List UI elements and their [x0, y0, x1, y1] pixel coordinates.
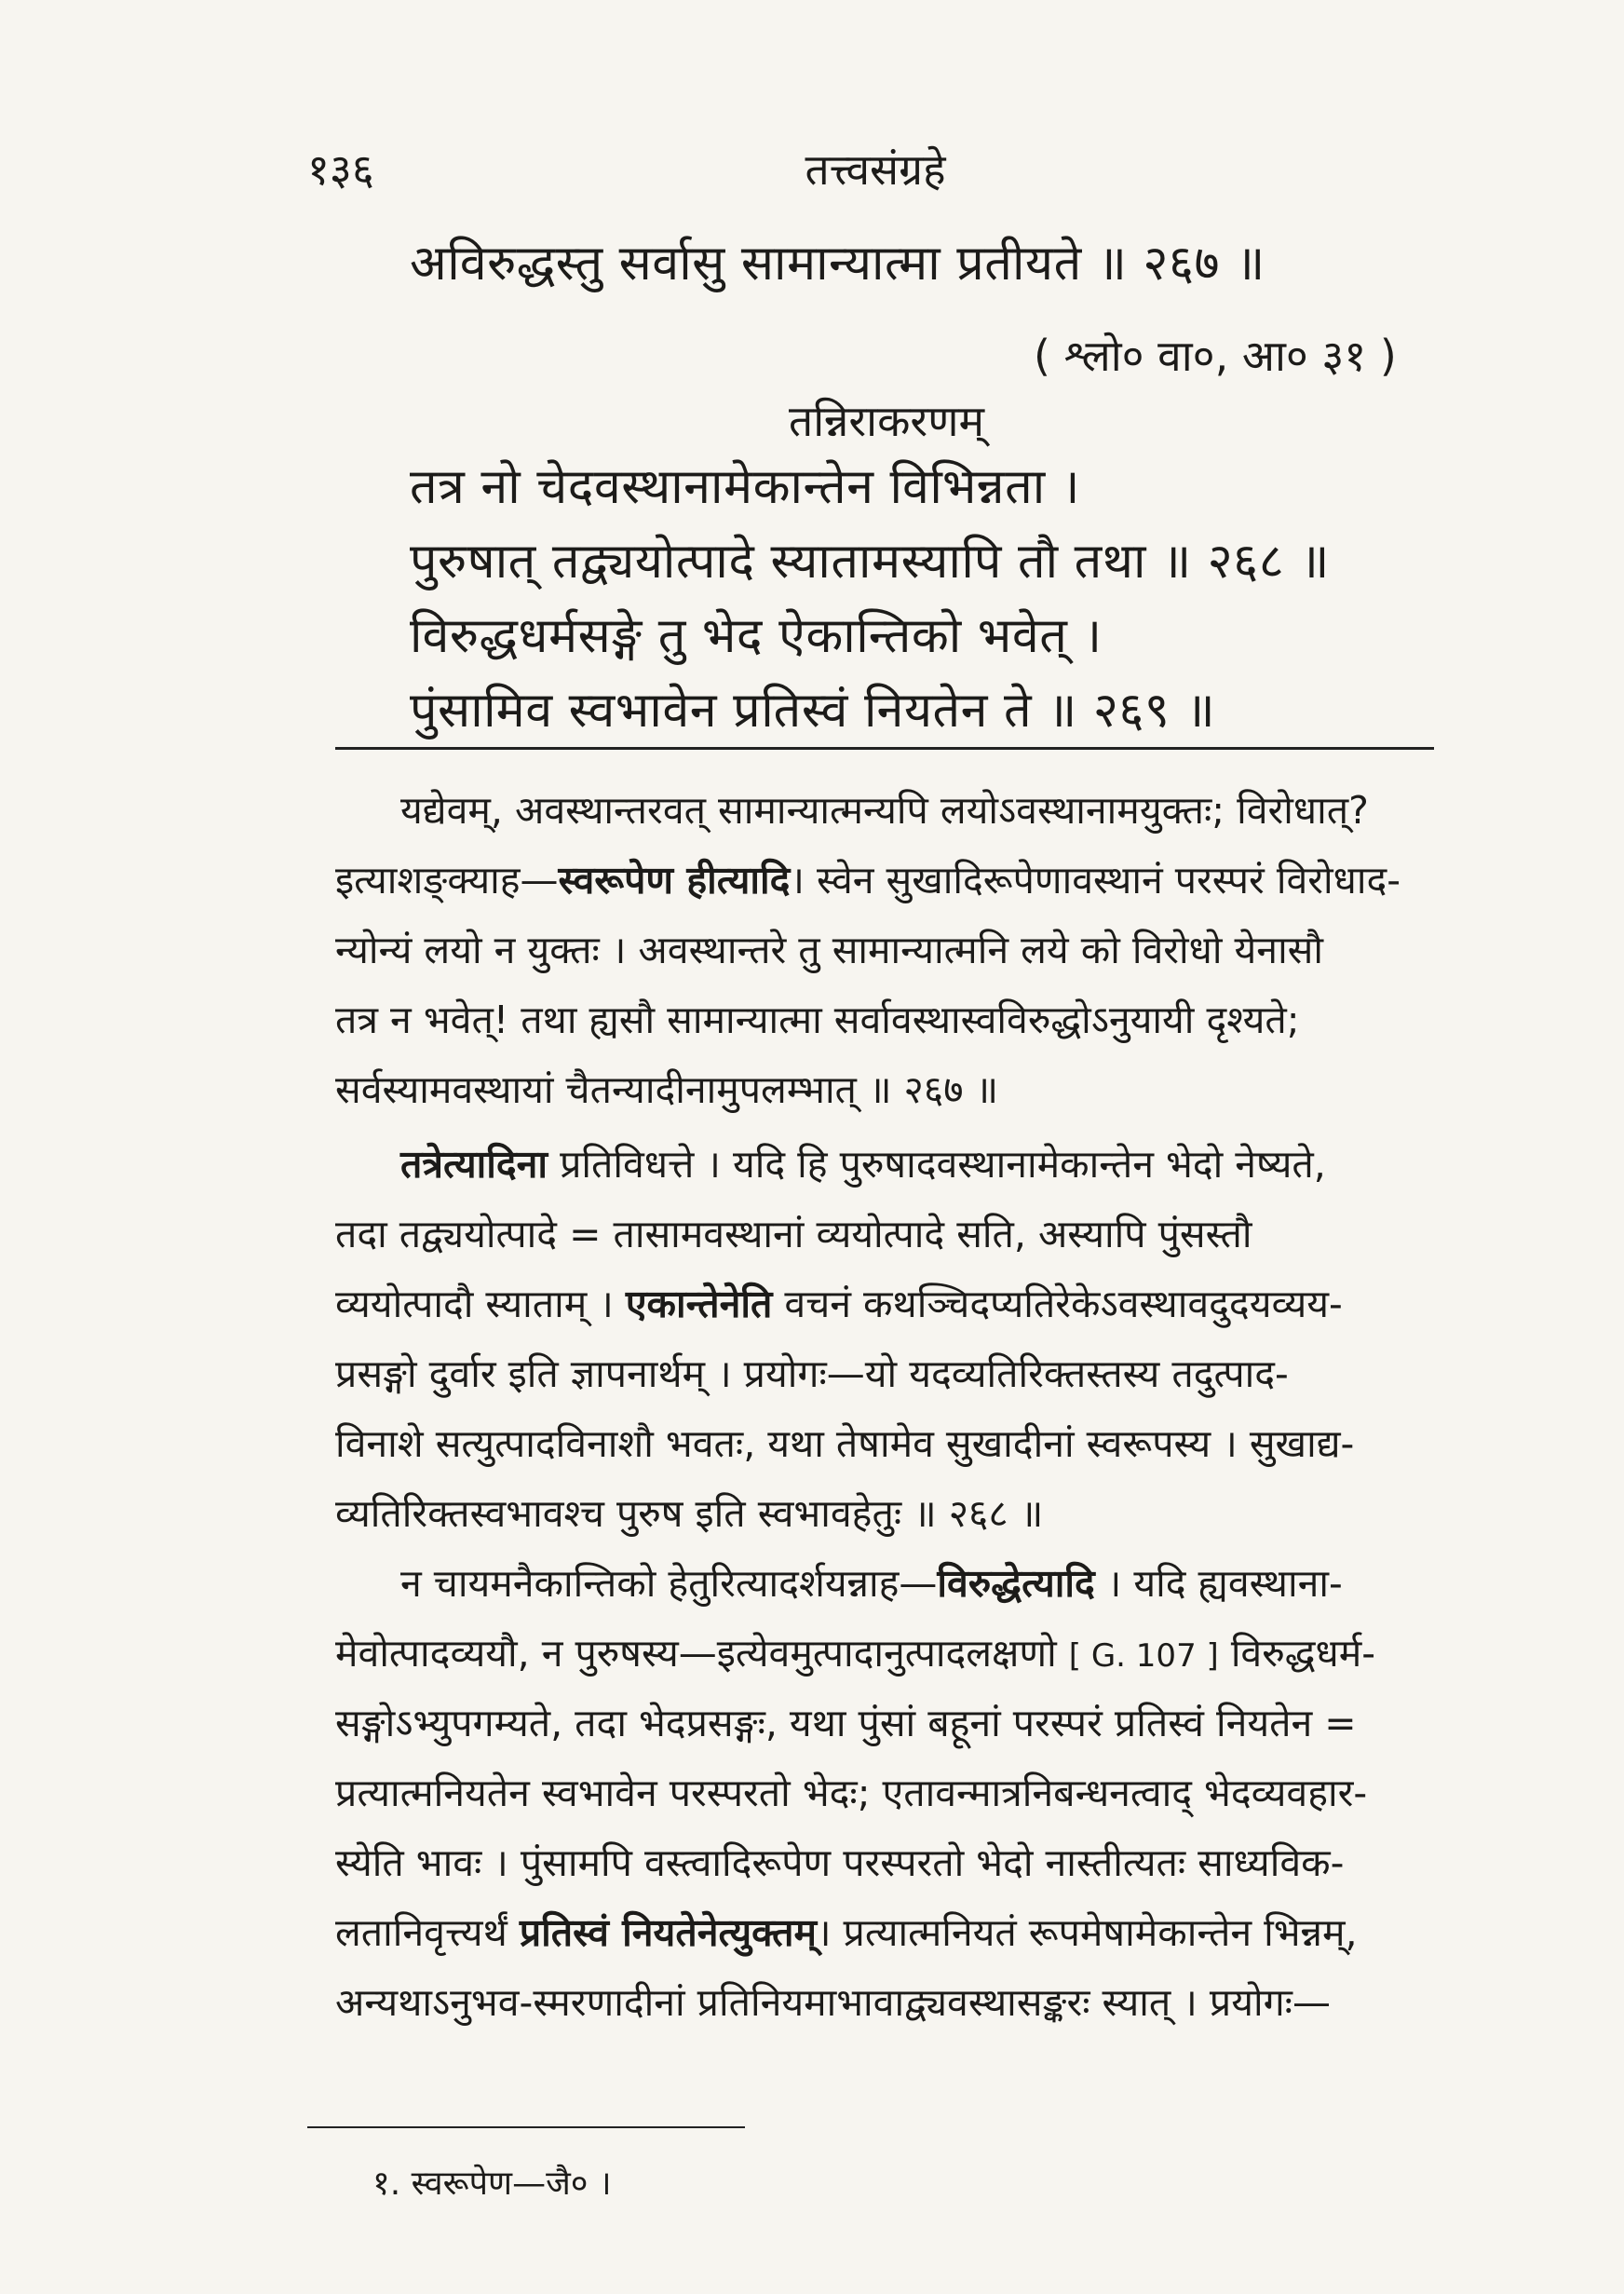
footnote-rule: [307, 2126, 745, 2128]
commentary-line: विनाशे सत्युत्पादविनाशौ भवतः, यथा तेषामेव सुखादीनां स्वरूपस्य । सुखाद्य-: [335, 1421, 1355, 1466]
commentary-line: सर्वस्यामवस्थायां चैतन्यादीनामुपलम्भात् ॥ २६७ ॥: [335, 1067, 999, 1112]
text-run: विरुद्धधर्म-: [1218, 1631, 1376, 1676]
commentary-line: व्यतिरिक्तस्वभावश्च पुरुष इति स्वभावहेतुः ॥ २६८ ॥: [335, 1491, 1044, 1536]
text-run: । स्वेन सुखादिरूपेणावस्थानं परस्परं विरोधाद-: [790, 858, 1401, 903]
verse-line: तत्र नो चेदवस्थानामेकान्तेन विभिन्नता ।: [410, 459, 1080, 515]
commentary-line: न्योन्यं लयो न युक्तः । अवस्थान्तरे तु सामान्यात्मनि लये को विरोधो येनासौ: [335, 928, 1324, 972]
text-run: प्रतिविधत्ते । यदि हि पुरुषादवस्थानामेकान्तेन भेदो नेष्यते,: [548, 1142, 1326, 1187]
commentary-line: [400, 1142, 1518, 1187]
commentary-line: सङ्गोऽभ्युपगम्यते, तदा भेदप्रसङ्गः, यथा पुंसां बहूनां परस्परं प्रतिस्वं नियतेन =: [335, 1701, 1357, 1745]
verse-line: पुंसामिव स्वभावेन प्रतिस्वं नियतेन ते ॥ २६९ ॥: [410, 683, 1216, 739]
text-run: वचनं कथञ्चिदप्यतिरेकेऽवस्थावदुदयव्यय-: [772, 1282, 1343, 1326]
footnote: १. स्वरूपेण—जै० ।: [372, 2165, 612, 2203]
bold-term: स्वरूपेण हीत्यादि: [558, 858, 791, 903]
bold-term: एकान्तेनेति: [625, 1282, 773, 1326]
commentary-line: यद्येवम्, अवस्थान्तरवत् सामान्यात्मन्यपि लयोऽवस्थानामयुक्तः; विरोधात्?: [400, 788, 1369, 833]
text-run: मेवोत्पादव्ययौ, न पुरुषस्य—इत्येवमुत्पादानुत्पादलक्षणो: [335, 1631, 1057, 1676]
bold-term: तत्रेत्यादिना: [400, 1142, 548, 1187]
verse-line: पुरुषात् तद्व्ययोत्पादे स्यातामस्यापि तौ तथा ॥ २६८ ॥: [410, 534, 1330, 590]
verse-line: अविरुद्धस्तु सर्वासु सामान्यात्मा प्रतीयते ॥ २६७ ॥: [410, 236, 1265, 292]
divider-rule: [335, 747, 1434, 750]
text-run: न चायमनैकान्तिको हेतुरित्यादर्शयन्नाह—: [400, 1561, 938, 1606]
commentary-line: [335, 858, 1453, 903]
section-title: तन्निराकरणम्: [789, 396, 984, 446]
commentary-line: तदा तद्व्ययोत्पादे = तासामवस्थानां व्ययोत्पादे सति, अस्यापि पुंसस्तौ: [335, 1212, 1252, 1256]
commentary-line: [335, 1282, 1453, 1326]
commentary-line: प्रसङ्गो दुर्वार इति ज्ञापनार्थम् । प्रयोगः—यो यदव्यतिरिक्तस्तस्य तदुत्पाद-: [335, 1351, 1289, 1396]
verse-line: विरुद्धधर्मसङ्गे तु भेद ऐकान्तिको भवेत् ।: [410, 608, 1103, 664]
text-run: । प्रत्यात्मनियतं रूपमेषामेकान्तेन भिन्नम्,: [816, 1910, 1358, 1955]
commentary-line: प्रत्यात्मनियतेन स्वभावेन परस्परतो भेदः; एतावन्मात्रनिबन्धनत्वाद् भेदव्यवहार-: [335, 1771, 1368, 1815]
page-number: १३६: [307, 144, 374, 195]
page-header: [307, 140, 1443, 205]
commentary-line: तत्र न भवेत्! तथा ह्यसौ सामान्यात्मा सर्वावस्थास्वविरुद्धोऽनुयायी दृश्यते;: [335, 998, 1300, 1042]
text-run: व्ययोत्पादौ स्याताम् ।: [335, 1282, 626, 1326]
commentary-line: [335, 1910, 1453, 1955]
verse-source: ( श्लो० वा०, आ० ३१ ): [1034, 331, 1397, 381]
text-run: लतानिवृत्त्यर्थं: [335, 1910, 520, 1955]
edition-page-marker: [ G. 107 ]: [1068, 1637, 1219, 1675]
text-run: इत्याशङ्क्याह—: [335, 858, 559, 903]
commentary-line: स्येति भावः । पुंसामपि वस्त्वादिरूपेण परस्परतो भेदो नास्तीत्यतः साध्यविक-: [335, 1840, 1345, 1885]
commentary-line: [335, 1631, 1453, 1676]
running-title: तत्त्वसंग्रहे: [805, 144, 946, 195]
bold-term: विरुद्धेत्यादि: [937, 1561, 1095, 1606]
bold-term: प्रतिस्वं नियतेनेत्युक्तम्: [519, 1910, 817, 1955]
text-run: । यदि ह्यवस्थाना-: [1094, 1561, 1343, 1606]
commentary-line: अन्यथाऽनुभव-स्मरणादीनां प्रतिनियमाभावाद्व्यवस्थासङ्करः स्यात् । प्रयोगः—: [335, 1980, 1331, 2025]
commentary-line: [400, 1561, 1518, 1606]
